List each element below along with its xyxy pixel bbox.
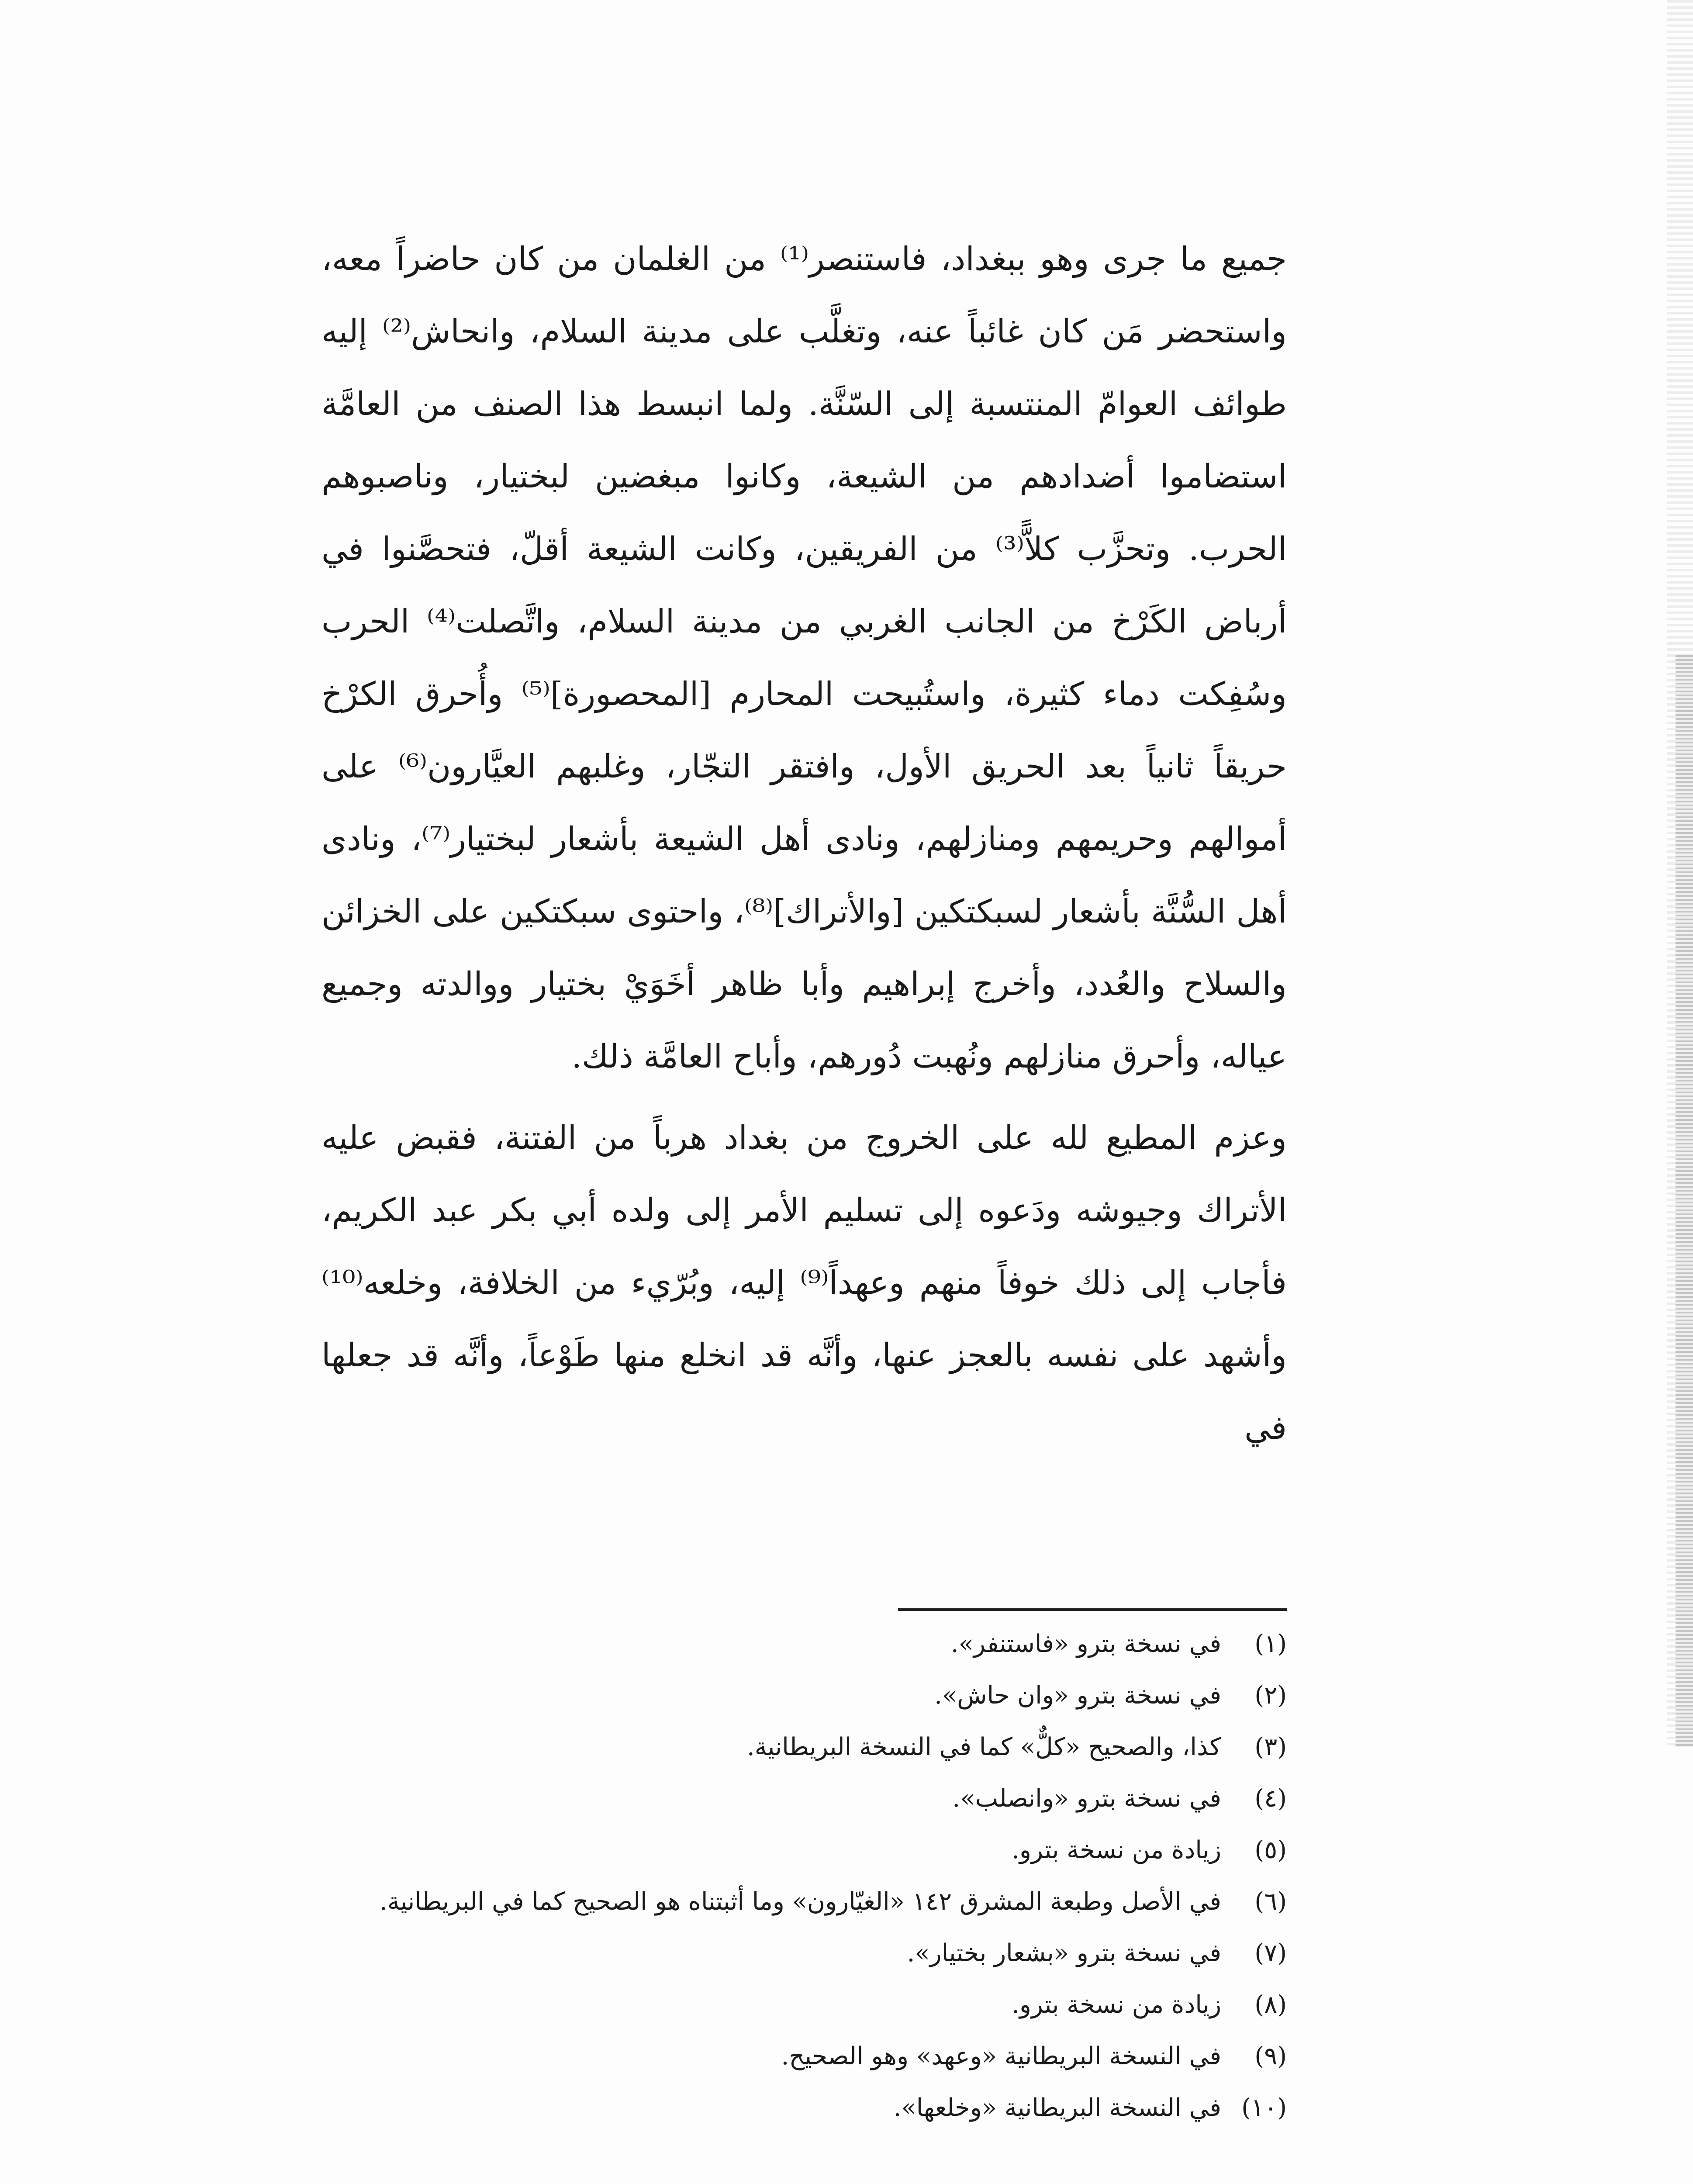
footnote-item xyxy=(107,1979,1287,2031)
footnote-text: في الأصل وطبعة المشرق ١٤٢ «الغيّارون» وما أثبتناه هو الصحيح كما في البريطانية. xyxy=(380,1887,1221,1916)
footnote-text: زيادة من نسخة بترو. xyxy=(1012,1990,1221,2019)
paragraph-1: جميع ما جرى وهو ببغداد، فاستنصر⁽¹⁾ من الغلمان من كان حاضراً معه، واستحضر مَن كان غائباً عنه، وتغلَّب على مدينة السلام، وانحاش⁽²⁾ إليه طوائف العوامّ المنتسبة إلى السّنَّة. ولما انبسط هذا الصنف من العامَّة استضاموا أضدادهم من الشيعة، وكانوا مبغضين لبختيار، وناصبوهم الحرب. وتحزَّب كلاًّ⁽³⁾ من الفريقين، وكانت الشيعة أقلّ، فتحصَّنوا في أرباض الكَرْخ من الجانب الغربي من مدينة السلام، واتَّصلت⁽⁴⁾ الحرب وسُفِكت دماء كثيرة، واستُبيحت المحارم [المحصورة]⁽⁵⁾ وأُحرق الكرْخ حريقاً ثانياً بعد الحريق الأول، وافتقر التجّار، وغلبهم العيَّارون⁽⁶⁾ على أموالهم وحريمهم ومنازلهم، ونادى أهل الشيعة بأشعار لبختيار⁽⁷⁾، ونادى أهل السُّنَّة بأشعار لسبكتكين [والأتراك]⁽⁸⁾، واحتوى سبكتكين على الخزائن والسلاح والعُدد، وأخرج إبراهيم وأبا ظاهر أخَوَيْ بختيار ووالدته وجميع عياله، وأحرق منازلهم ونُهبت دُورهم، وأباح العامَّة ذلك. xyxy=(321,240,1287,1075)
footnote-text: في نسخة بترو «وان حاش». xyxy=(934,1681,1221,1710)
footnote-text: كذا، والصحيح «كلٌّ» كما في النسخة البريطانية. xyxy=(746,1733,1221,1761)
footnote-divider xyxy=(898,1608,1287,1611)
footnote-item xyxy=(107,1825,1287,1876)
footnote-item xyxy=(107,1618,1287,1670)
footnote-number: (٣) xyxy=(1254,1733,1287,1761)
footnote-number: (١٠) xyxy=(1241,2094,1287,2122)
paragraph-2: وعزم المطيع لله على الخروج من بغداد هرباً من الفتنة، فقبض عليه الأتراك وجيوشه ودَعوه إلى تسليم الأمر إلى ولده أبي بكر عبد الكريم، فأجاب إلى ذلك خوفاً منهم وعهداً⁽⁹⁾ إليه، وبُرّيء من الخلافة، وخلعه⁽¹⁰⁾ وأشهد على نفسه بالعجز عنها، وأنَّه قد انخلع منها طَوْعاً، وأنَّه قد جعلها في xyxy=(321,1119,1287,1447)
footnote-text: في النسخة البريطانية «وعهد» وهو الصحيح. xyxy=(781,2042,1221,2070)
main-text xyxy=(321,223,1287,1473)
scan-binding-shadow xyxy=(1676,655,1693,1747)
footnote-text: في نسخة بترو «بشعار بختيار». xyxy=(907,1939,1221,1967)
footnote-item xyxy=(107,1928,1287,1979)
footnote-item xyxy=(107,1876,1287,1928)
footnote-item xyxy=(107,2082,1287,2134)
footnote-item xyxy=(107,1721,1287,1773)
footnote-number: (٧) xyxy=(1254,1939,1287,1967)
footnote-text: في نسخة بترو «وانصلب». xyxy=(952,1784,1221,1813)
footnote-item xyxy=(107,1670,1287,1721)
footnote-number: (٢) xyxy=(1254,1681,1287,1710)
footnote-text: في نسخة بترو «فاستنفر». xyxy=(950,1630,1221,1658)
footnote-text: في النسخة البريطانية «وخلعها». xyxy=(893,2094,1221,2122)
footnote-number: (٤) xyxy=(1254,1784,1287,1813)
footnote-text: زيادة من نسخة بترو. xyxy=(1012,1836,1221,1864)
footnote-number: (٨) xyxy=(1254,1990,1287,2019)
footnote-item xyxy=(107,1773,1287,1825)
footnote-number: (٦) xyxy=(1254,1887,1287,1916)
footnotes-list xyxy=(107,1618,1287,2134)
footnote-item xyxy=(107,2031,1287,2082)
footnote-number: (٥) xyxy=(1254,1836,1287,1864)
footnote-number: (١) xyxy=(1254,1630,1287,1658)
footnote-number: (٩) xyxy=(1254,2042,1287,2070)
